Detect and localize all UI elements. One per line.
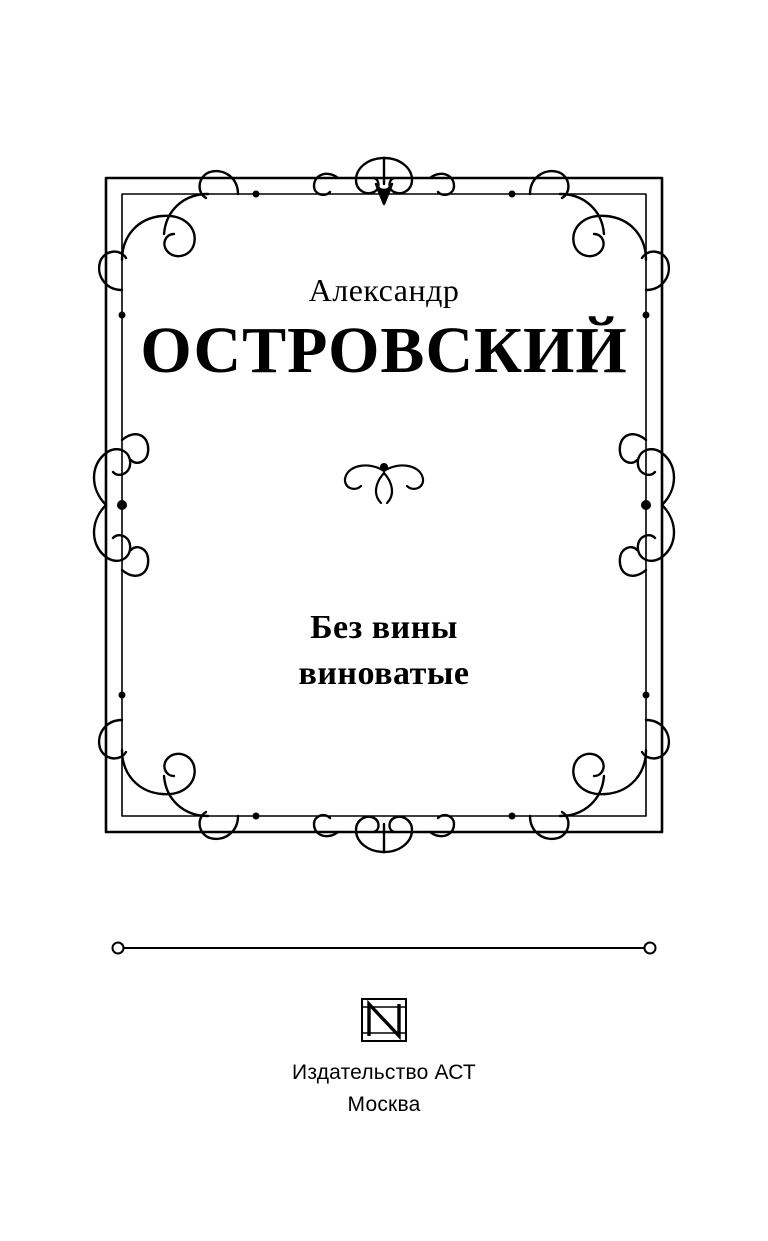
author-last-name: ОСТРОВСКИЙ (140, 314, 628, 387)
divider-rule (110, 941, 658, 955)
work-title-line-1: Без вины (310, 609, 458, 647)
imprint-block (0, 995, 768, 1120)
publisher-logo-icon (355, 995, 413, 1045)
publisher-city: Москва (347, 1092, 421, 1116)
publisher-name: Издательство АСТ (292, 1061, 476, 1084)
ornamental-frame (88, 140, 680, 870)
author-first-name: Александр (308, 272, 460, 308)
frame-ornament-icon (88, 140, 680, 870)
work-title-line-2: виноватые (298, 655, 470, 693)
